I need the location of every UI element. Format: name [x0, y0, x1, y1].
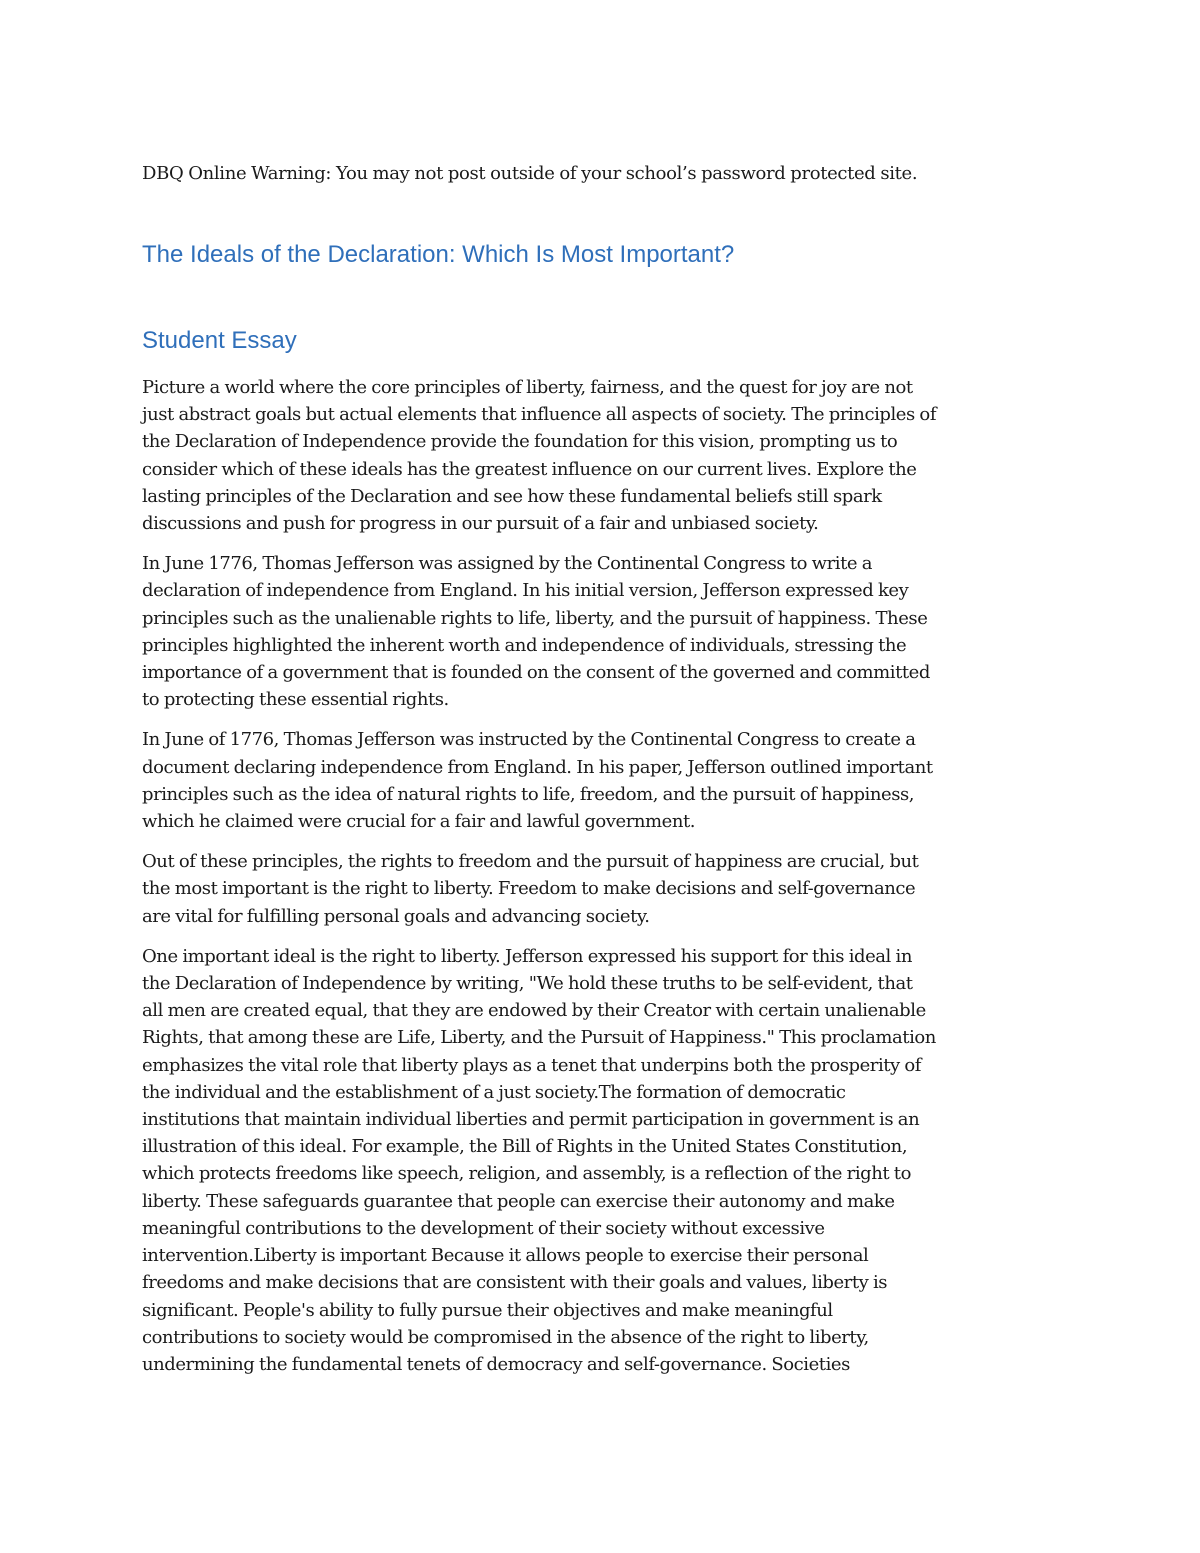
paragraph-line: principles highlighted the inherent worth and independence of individuals, stressing the [142, 634, 907, 656]
paragraph-line: Out of these principles, the rights to freedom and the pursuit of happiness are crucial, but [142, 851, 919, 873]
paragraph-line: intervention.Liberty is important Because it allows people to exercise their personal [142, 1245, 869, 1267]
paragraph-line: institutions that maintain individual liberties and permit participation in government is an [142, 1109, 920, 1131]
paragraph-line: all men are created equal, that they are endowed by their Creator with certain unalienable [142, 1000, 926, 1022]
paragraph-line: Picture a world where the core principles of liberty, fairness, and the quest for joy are not [142, 377, 913, 398]
paragraph-line: are vital for fulfilling personal goals and advancing society. [142, 905, 650, 927]
paragraph-line: lasting principles of the Declaration and see how these fundamental beliefs still spark [142, 485, 882, 507]
paragraph-line: which protects freedoms like speech, religion, and assembly, is a reflection of the right to [142, 1163, 911, 1185]
paragraph-line: importance of a government that is founded on the consent of the governed and committed [142, 662, 930, 684]
paragraph-line: emphasizes the vital role that liberty plays as a tenet that underpins both the prosperity of [142, 1054, 922, 1076]
paragraph-line: just abstract goals but actual elements that influence all aspects of society. The principles of [142, 404, 937, 426]
section-heading: Student Essay [142, 327, 297, 354]
paragraph-line: In June of 1776, Thomas Jefferson was instructed by the Continental Congress to create a [142, 729, 916, 751]
paragraph-line: meaningful contributions to the development of their society without excessive [142, 1217, 825, 1239]
paragraph-line: liberty. These safeguards guarantee that people can exercise their autonomy and make [142, 1190, 895, 1212]
paragraph-line: consider which of these ideals has the greatest influence on our current lives. Explore the [142, 458, 917, 480]
paragraph-line: principles such as the unalienable rights to life, liberty, and the pursuit of happiness. These [142, 607, 928, 629]
paragraph-line: declaration of independence from England. In his initial version, Jefferson expressed key [142, 580, 909, 602]
paragraph-line: the Declaration of Independence by writing, "We hold these truths to be self-evident, that [142, 973, 913, 995]
paragraph-line: to protecting these essential rights. [142, 689, 449, 711]
paragraph-line: freedoms and make decisions that are consistent with their goals and values, liberty is [142, 1272, 888, 1294]
paragraph-line: discussions and push for progress in our pursuit of a fair and unbiased society. [142, 513, 819, 535]
essay-paragraph [142, 374, 1060, 537]
essay-text [142, 374, 1060, 1378]
paragraph-line: the Declaration of Independence provide the foundation for this vision, prompting us to [142, 431, 898, 453]
essay-paragraph [142, 726, 1060, 835]
paragraph-line: illustration of this ideal. For example, the Bill of Rights in the United States Constitution, [142, 1136, 908, 1158]
paragraph-line: significant. People's ability to fully pursue their objectives and make meaningful [142, 1299, 833, 1321]
paragraph-line: principles such as the idea of natural rights to life, freedom, and the pursuit of happiness, [142, 783, 915, 805]
paragraph-line: the individual and the establishment of a just society.The formation of democratic [142, 1081, 846, 1103]
document-body [142, 160, 1060, 1378]
paragraph-line: contributions to society would be compromised in the absence of the right to liberty, [142, 1326, 869, 1348]
paragraph-line: undermining the fundamental tenets of democracy and self-governance. Societies [142, 1353, 850, 1375]
paragraph-line: document declaring independence from England. In his paper, Jefferson outlined important [142, 756, 933, 778]
document-title: The Ideals of the Declaration: Which Is Most Important? [142, 241, 735, 268]
essay-paragraph [142, 550, 1060, 713]
paragraph-line: Rights, that among these are Life, Liberty, and the Pursuit of Happiness." This proclamation [142, 1027, 936, 1049]
essay-paragraph [142, 848, 1060, 930]
online-warning: DBQ Online Warning: You may not post outside of your school’s password protected site. [142, 163, 918, 184]
paragraph-line: which he claimed were crucial for a fair and lawful government. [142, 811, 696, 833]
paragraph-line: In June 1776, Thomas Jefferson was assigned by the Continental Congress to write a [142, 553, 873, 575]
paragraph-line: One important ideal is the right to liberty. Jefferson expressed his support for this ideal in [142, 945, 912, 967]
paragraph-line: the most important is the right to liberty. Freedom to make decisions and self-governance [142, 878, 916, 900]
essay-paragraph [142, 943, 1060, 1378]
